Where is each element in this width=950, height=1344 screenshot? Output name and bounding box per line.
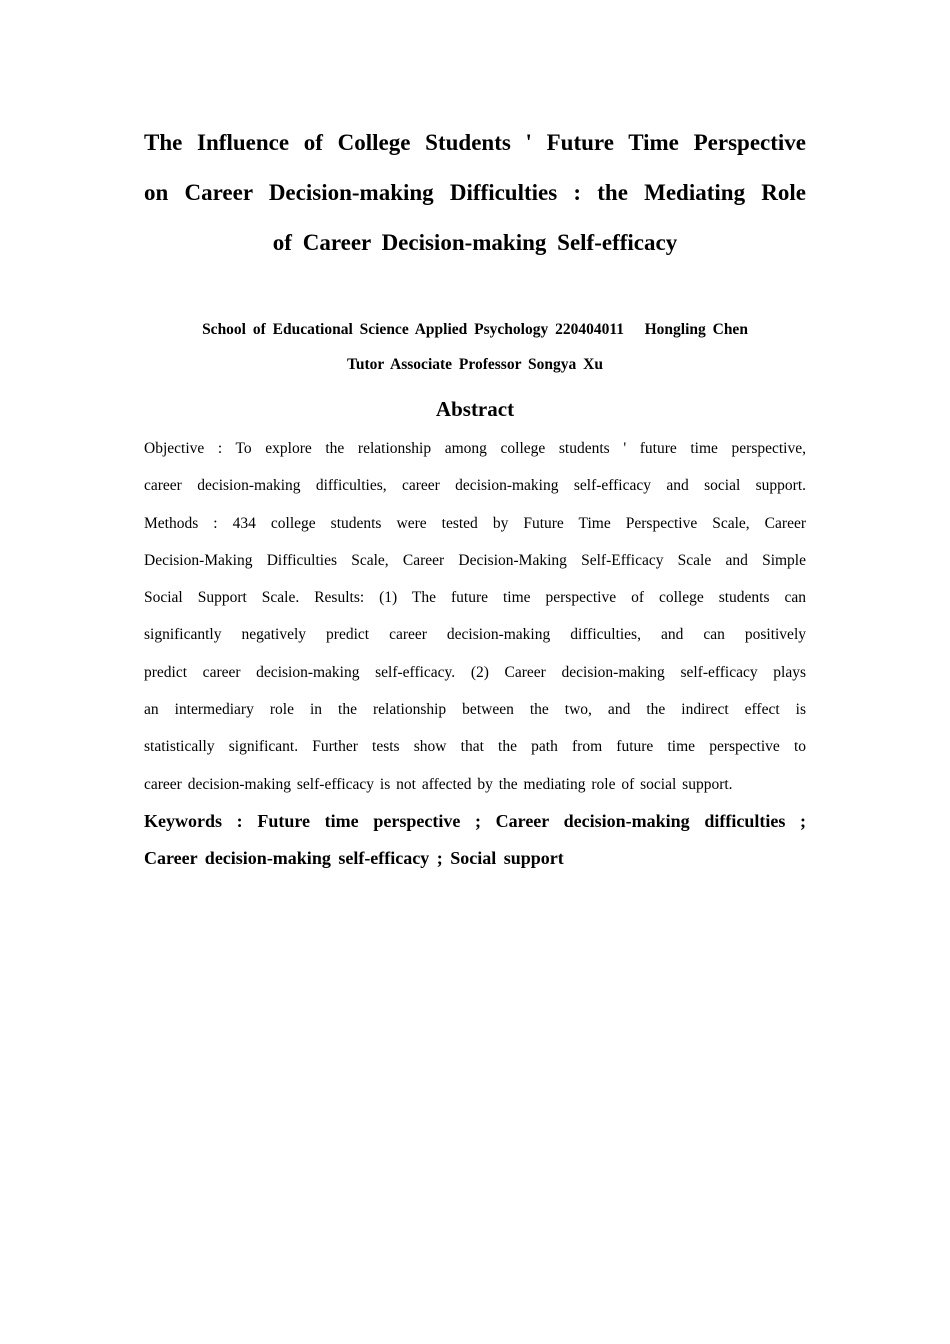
abstract-heading: Abstract: [435, 397, 515, 421]
abstract-line: predict career decision-making self-efficacy. (2) Career decision-making self-efficacy plays: [144, 663, 806, 681]
author-affiliation: School of Educational Science Applied Psychology 220404011 Hongling Chen: [202, 321, 748, 338]
abstract-line: significantly negatively predict career decision-making difficulties, and can positively: [144, 626, 806, 644]
author-block: [144, 312, 806, 382]
abstract-line: career decision-making difficulties, career decision-making self-efficacy and social support.: [144, 477, 806, 495]
paper-page: [144, 118, 806, 877]
title-line: The Influence of College Students ' Future Time Perspective: [144, 130, 806, 155]
abstract-line: Methods : 434 college students were tested by Future Time Perspective Scale, Career: [144, 514, 806, 532]
abstract-line: Decision-Making Difficulties Scale, Career Decision-Making Self-Efficacy Scale and Simple: [144, 551, 806, 569]
abstract-line: statistically significant. Further tests show that the path from future time perspective to: [144, 738, 806, 756]
title-line: of Career Decision-making Self-efficacy: [272, 230, 678, 255]
title-line: on Career Decision-making Difficulties : the Mediating Role: [144, 180, 806, 205]
tutor-line: Tutor Associate Professor Songya Xu: [346, 356, 603, 373]
keywords-block: [144, 803, 806, 877]
abstract-line: Social Support Scale. Results: (1) The future time perspective of college students can: [144, 589, 806, 607]
abstract-body: [144, 430, 806, 803]
paper-title: [144, 118, 806, 268]
abstract-line: career decision-making self-efficacy is not affected by the mediating role of social support.: [144, 775, 733, 793]
keywords-line: Career decision-making self-efficacy ; Social support: [144, 847, 564, 868]
abstract-line: Objective : To explore the relationship among college students ' future time perspective,: [144, 440, 806, 457]
abstract-line: an intermediary role in the relationship between the two, and the indirect effect is: [144, 701, 806, 719]
keywords-line: Keywords : Future time perspective ; Career decision-making difficulties ;: [144, 810, 806, 831]
